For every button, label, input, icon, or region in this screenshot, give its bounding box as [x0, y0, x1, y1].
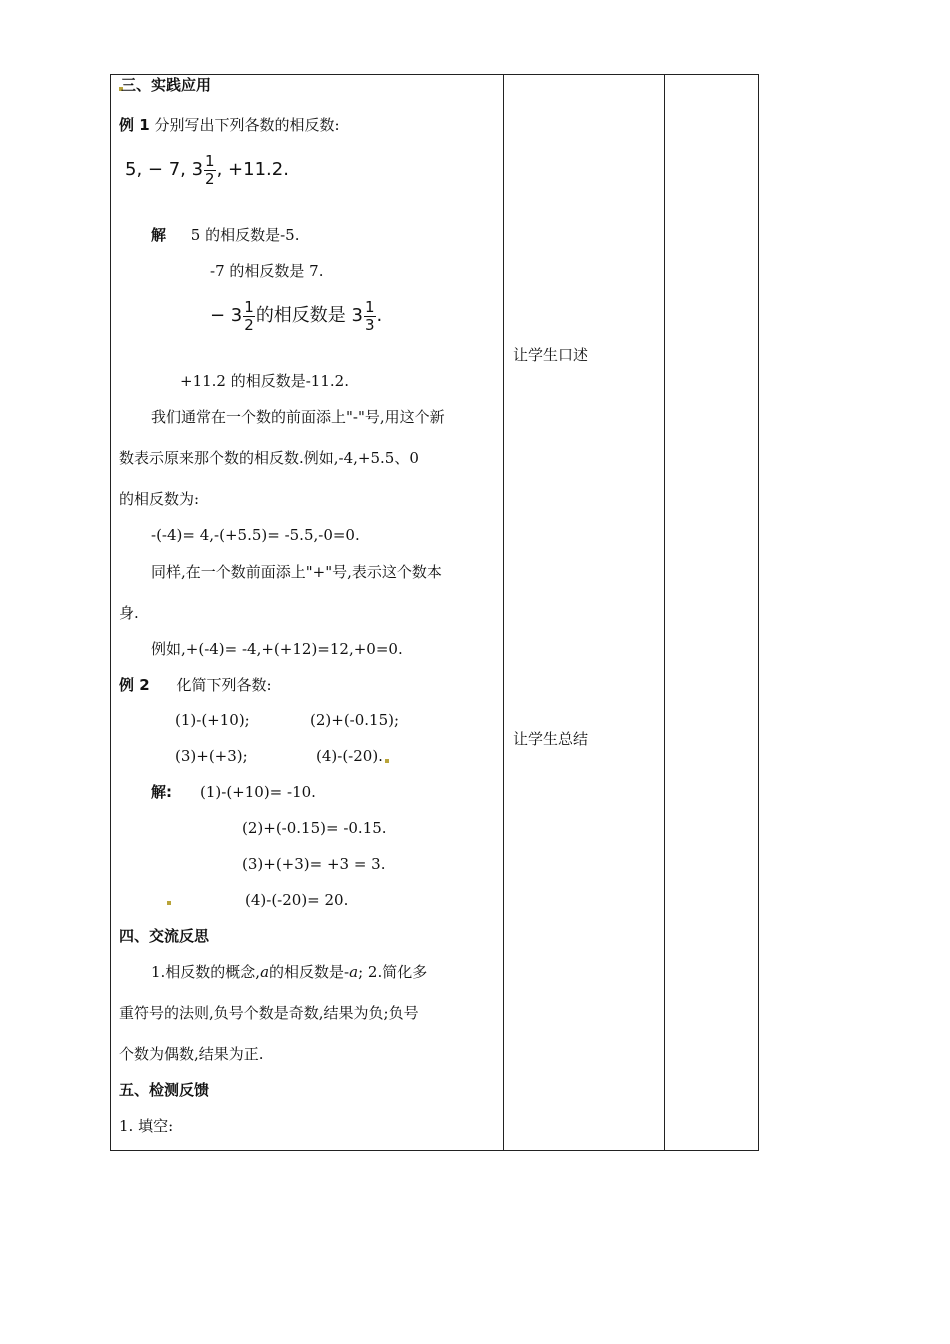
- column-divider-1: [503, 75, 504, 1150]
- example2-line: [119, 676, 272, 694]
- explain-p1-line1: 我们通常在一个数的前面添上"-"号,用这个新: [151, 408, 445, 426]
- explain-p2-line1: 同样,在一个数前面添上"+"号,表示这个数本: [151, 563, 442, 581]
- example2-item1: (1)-(+10);: [175, 711, 250, 729]
- example2-label: 例 2: [119, 676, 150, 694]
- example2-solution1: (1)-(+10)= -10.: [200, 783, 316, 801]
- example2-solution2: (2)+(-0.15)= -0.15.: [242, 819, 387, 837]
- note-oral: 让学生口述: [513, 346, 589, 364]
- feedback-item1: 1. 填空:: [119, 1117, 174, 1135]
- fraction-numerator: 1: [205, 151, 215, 170]
- example2-item2: (2)+(-0.15);: [310, 711, 400, 729]
- explain-p1-formula: -(-4)= 4,-(+5.5)= -5.5,-0=0.: [151, 526, 360, 544]
- reflection-line3: 个数为偶数,结果为正.: [119, 1045, 264, 1063]
- solution1-line4: +11.2 的相反数是-11.2.: [180, 372, 349, 390]
- solution1-line1: [151, 226, 300, 244]
- fraction-denominator: 3: [365, 315, 375, 334]
- explain-p1-line2: 数表示原来那个数的相反数.例如,-4,+5.5、0: [119, 449, 419, 467]
- reflection-line2: 重符号的法则,负号个数是奇数,结果为负;负号: [119, 1004, 419, 1022]
- example2-item3: (3)+(+3);: [175, 747, 248, 765]
- numbers-part-b: , +11.2.: [216, 159, 289, 180]
- solution1-line2: -7 的相反数是 7.: [210, 262, 324, 280]
- note-summary: 让学生总结: [513, 730, 589, 748]
- solution1-text1: 5 的相反数是-5.: [190, 226, 300, 244]
- example2-item4: (4)-(-20).: [316, 747, 383, 765]
- marker-dot: [385, 759, 389, 763]
- reflection-text-c: ; 2.简化多: [358, 963, 428, 981]
- fraction-one-third: [364, 299, 376, 334]
- variable-a: a: [260, 963, 270, 981]
- fraction-one-half-2: [243, 299, 255, 334]
- fraction-denominator: 2: [244, 315, 254, 334]
- explain-p2-line2: 身.: [119, 604, 139, 622]
- solution1-label: 解: [151, 226, 167, 244]
- reflection-text-b: 的相反数是-: [269, 963, 350, 981]
- example2-solution3: (3)+(+3)= +3 = 3.: [242, 855, 386, 873]
- explain-p1-line3: 的相反数为:: [119, 490, 200, 508]
- section-heading-practice: 三、实践应用: [121, 76, 212, 94]
- example1-prompt: 分别写出下列各数的相反数:: [154, 116, 340, 134]
- reflection-text-a: 1.相反数的概念,: [151, 963, 261, 981]
- line3-part-a: − 3: [210, 305, 243, 326]
- line3-part-b: 的相反数是 3: [255, 305, 363, 326]
- section-heading-feedback: 五、检测反馈: [119, 1081, 210, 1099]
- explain-p2-example: 例如,+(-4)= -4,+(+12)=12,+0=0.: [151, 640, 403, 658]
- fraction-numerator: 1: [365, 297, 375, 316]
- example1-line: [119, 116, 340, 134]
- column-divider-2: [664, 75, 665, 1150]
- fraction-denominator: 2: [205, 169, 215, 188]
- example2-solution4: (4)-(-20)= 20.: [245, 891, 349, 909]
- example2-solution-label: 解:: [151, 783, 172, 801]
- line3-part-c: .: [376, 305, 383, 326]
- example2-prompt: 化简下列各数:: [176, 676, 272, 694]
- marker-dot: [167, 901, 171, 905]
- variable-a: a: [349, 963, 359, 981]
- example1-numbers: [125, 150, 289, 190]
- fraction-one-half: [204, 153, 216, 188]
- reflection-line1: [151, 963, 427, 981]
- fraction-numerator: 1: [244, 297, 254, 316]
- solution1-line3: [210, 296, 382, 336]
- example1-label: 例 1: [119, 116, 150, 134]
- numbers-part-a: 5, − 7, 3: [125, 159, 204, 180]
- section-heading-reflection: 四、交流反思: [119, 927, 210, 945]
